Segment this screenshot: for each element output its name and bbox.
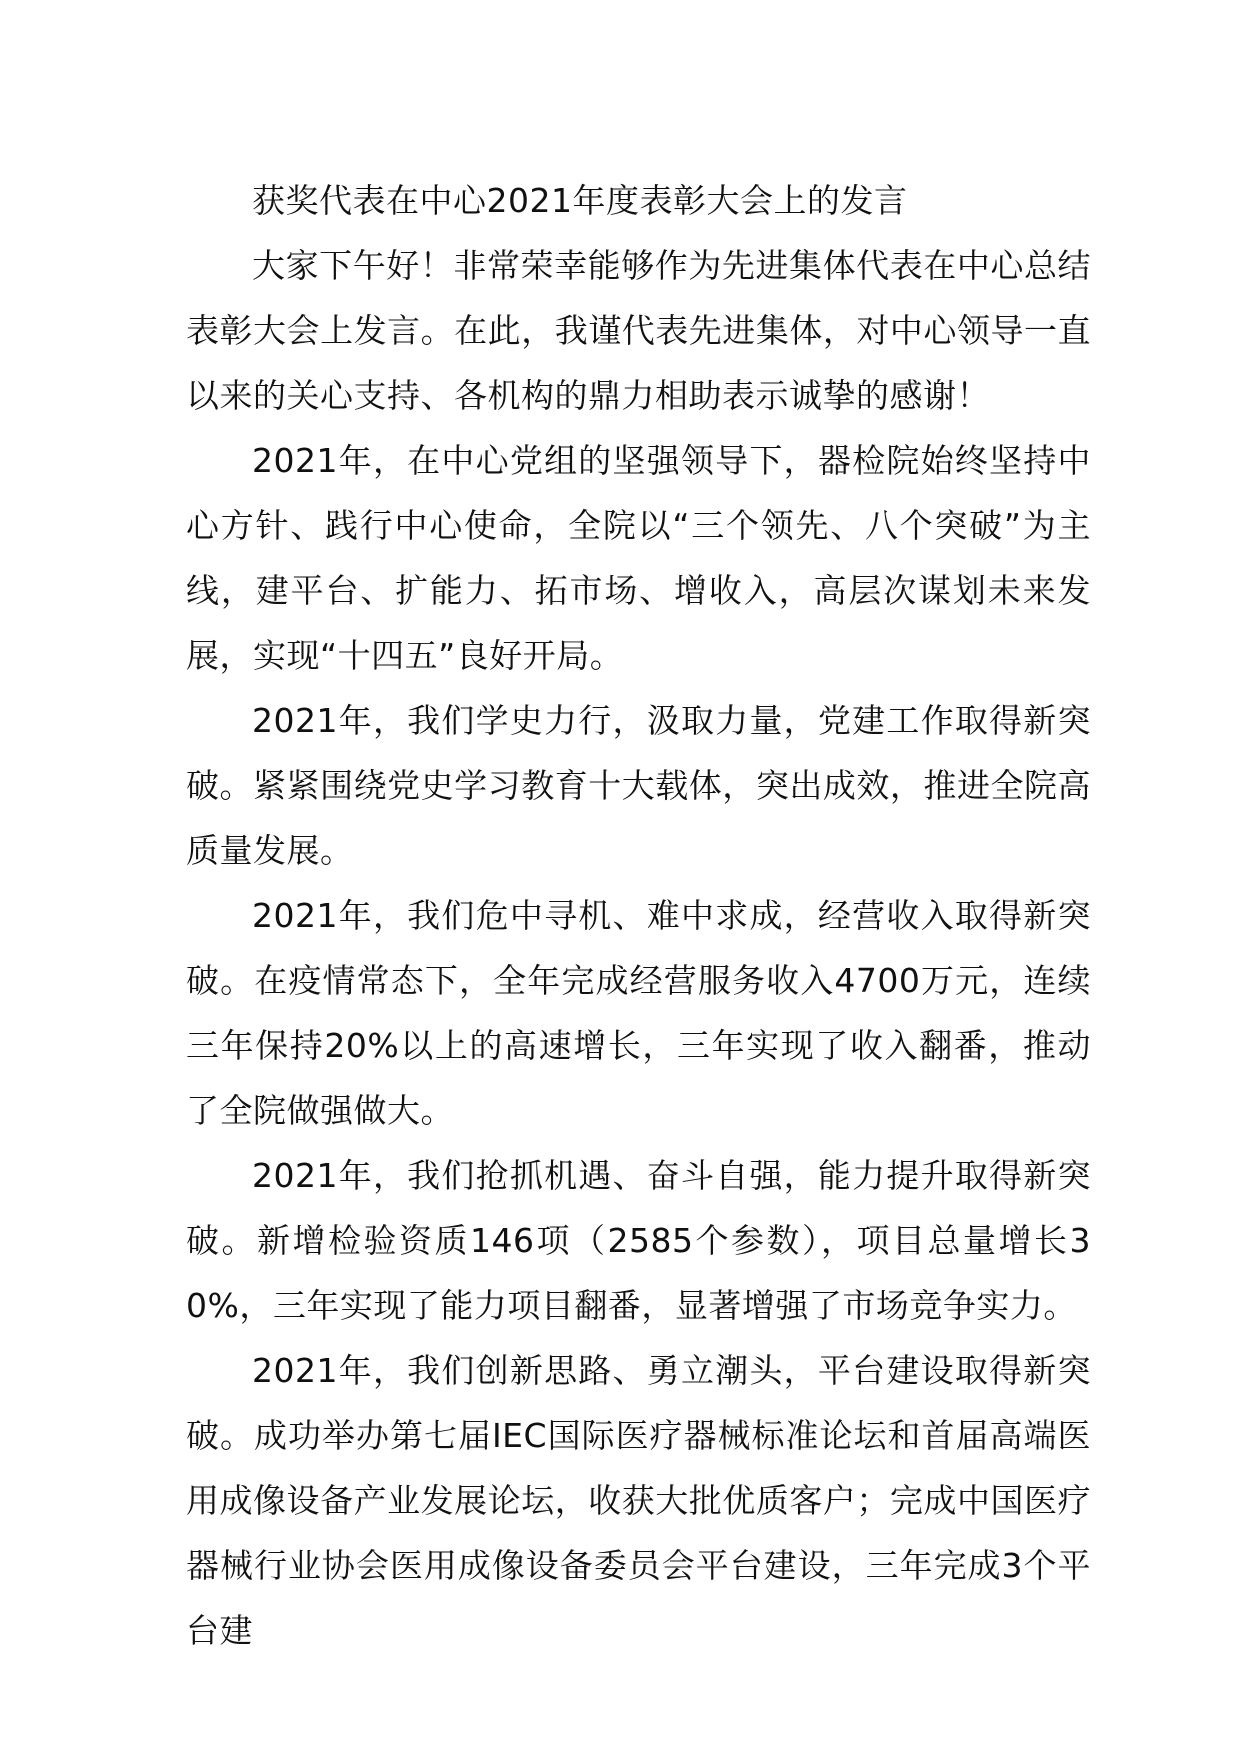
paragraph-revenue: 2021年，我们危中寻机、难中求成，经营收入取得新突破。在疫情常态下，全年完成经营服务收入4700万元，连续三年保持20%以上的高速增长，三年实现了收入翻番，推动了全院做强做大。 [186,896,1091,1130]
paragraph-capability: 2021年，我们抢抓机遇、奋斗自强，能力提升取得新突破。新增检验资质146项（2585个参数），项目总量增长30%，三年实现了能力项目翻番，显著增强了市场竞争实力。 [186,1156,1091,1325]
paragraph-platform: 2021年，我们创新思路、勇立潮头，平台建设取得新突破。成功举办第七届IEC国际医疗器械标准论坛和首届高端医用成像设备产业发展论坛，收获大批优质客户；完成中国医疗器械行业协会医用成像设备委员会平台建设，三年完成3个平台建 [186,1351,1091,1650]
paragraph-party-building: 2021年，我们学史力行，汲取力量，党建工作取得新突破。紧紧围绕党史学习教育十大载体，突出成效，推进全院高质量发展。 [186,701,1091,870]
document-body [186,168,1091,1663]
paragraph-greeting: 大家下午好！非常荣幸能够作为先进集体代表在中心总结表彰大会上发言。在此，我谨代表先进集体，对中心领导一直以来的关心支持、各机构的鼎力相助表示诚挚的感谢！ [186,246,1091,415]
paragraph-overview: 2021年，在中心党组的坚强领导下，器检院始终坚持中心方针、践行中心使命，全院以“三个领先、八个突破”为主线，建平台、扩能力、拓市场、增收入，高层次谋划未来发展，实现“十四五”良好开局。 [186,441,1091,675]
document-title: 获奖代表在中心2021年度表彰大会上的发言 [252,181,908,220]
